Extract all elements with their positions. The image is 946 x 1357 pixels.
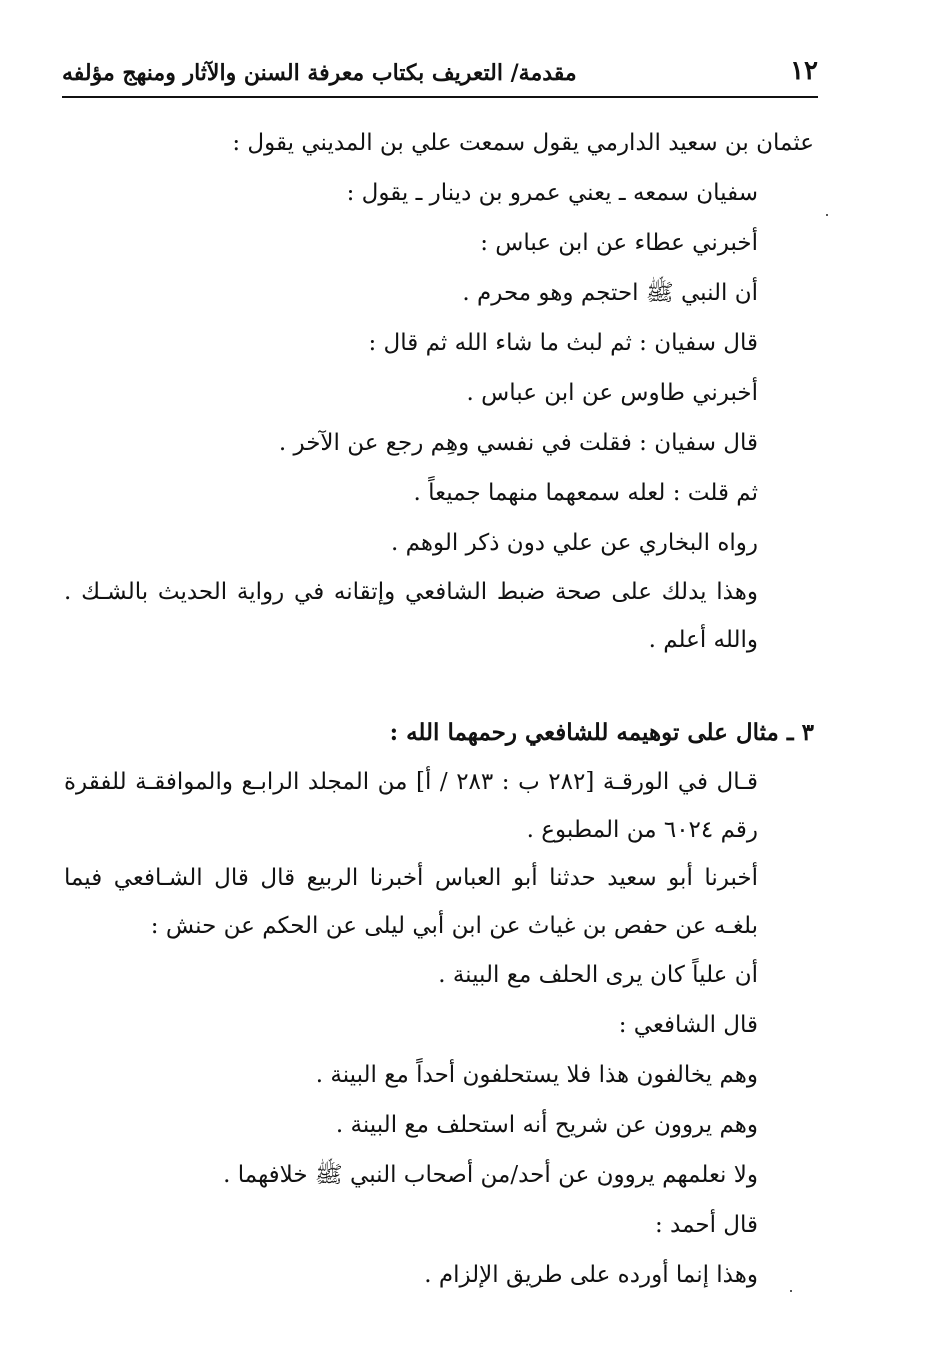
text-line: ولا نعلمهم يروون عن أحد/من أصحاب النبي ﷺ خلافهما . (223, 1162, 758, 1188)
scan-speck (826, 214, 828, 216)
text-line: قال الشافعي : (618, 1012, 758, 1038)
scan-speck (790, 1290, 792, 1292)
text-line: وهم يروون عن شريح أنه استحلف مع البينة . (335, 1112, 758, 1138)
page-number: ١٢ (790, 56, 818, 86)
text-line: أخبرني عطاء عن ابن عباس : (480, 230, 758, 256)
running-title: مقدمة/ التعريف بكتاب معرفة السنن والآثار ومنهج مؤلفه (62, 60, 577, 86)
text-line: سفيان سمعه ـ يعني عمرو بن دينار ـ يقول : (346, 180, 758, 206)
text-line: أخبرني طاوس عن ابن عباس . (466, 380, 758, 406)
text-line: أن علياً كان يرى الحلف مع البينة . (438, 962, 758, 988)
text-line: قال سفيان : فقلت في نفسي وهِم رجع عن الآخر . (278, 430, 758, 456)
text-line: عثمان بن سعيد الدارمي يقول سمعت علي بن المديني يقول : (232, 130, 814, 156)
page-body (64, 118, 814, 1300)
text-line: وهذا إنما أورده على طريق الإلزام . (424, 1262, 758, 1288)
reference-paragraph: قـال في الورقـة [٢٨٢ ب : ٢٨٣ / أ] من المجلد الرابـع والموافقـة للفقرة رقم ٦٠٢٤ من المطبوع . (64, 769, 758, 843)
text-line: أن النبي ﷺ احتجم وهو محرم . (462, 280, 758, 306)
text-line: قال أحمد : (654, 1212, 758, 1238)
text-line: ثم قلت : لعله سمعهما منهما جميعاً . (413, 480, 758, 506)
isnad-paragraph: أخبرنا أبو سعيد حدثنا أبو العباس أخبرنا الربيع قال قال الشـافعي فيما بلغـه عن حفص بن غياث عن ابن أبي ليلى عن الحكم عن حنش : (64, 865, 758, 939)
page-header (62, 52, 818, 98)
section-gap (64, 664, 814, 708)
text-line: رواه البخاري عن علي دون ذكر الوهم . (390, 530, 758, 556)
closing-paragraph: وهذا يدلك على صحة ضبط الشافعي وإتقانه في رواية الحديث بالشـك . والله أعلم . (64, 579, 758, 653)
section-heading: ٣ ـ مثال على توهيمه للشافعي رحمهما الله : (389, 719, 814, 746)
text-line: قال سفيان : ثم لبث ما شاء الله ثم قال : (368, 330, 758, 356)
text-line: وهم يخالفون هذا فلا يستحلفون أحداً مع البينة . (315, 1062, 758, 1088)
